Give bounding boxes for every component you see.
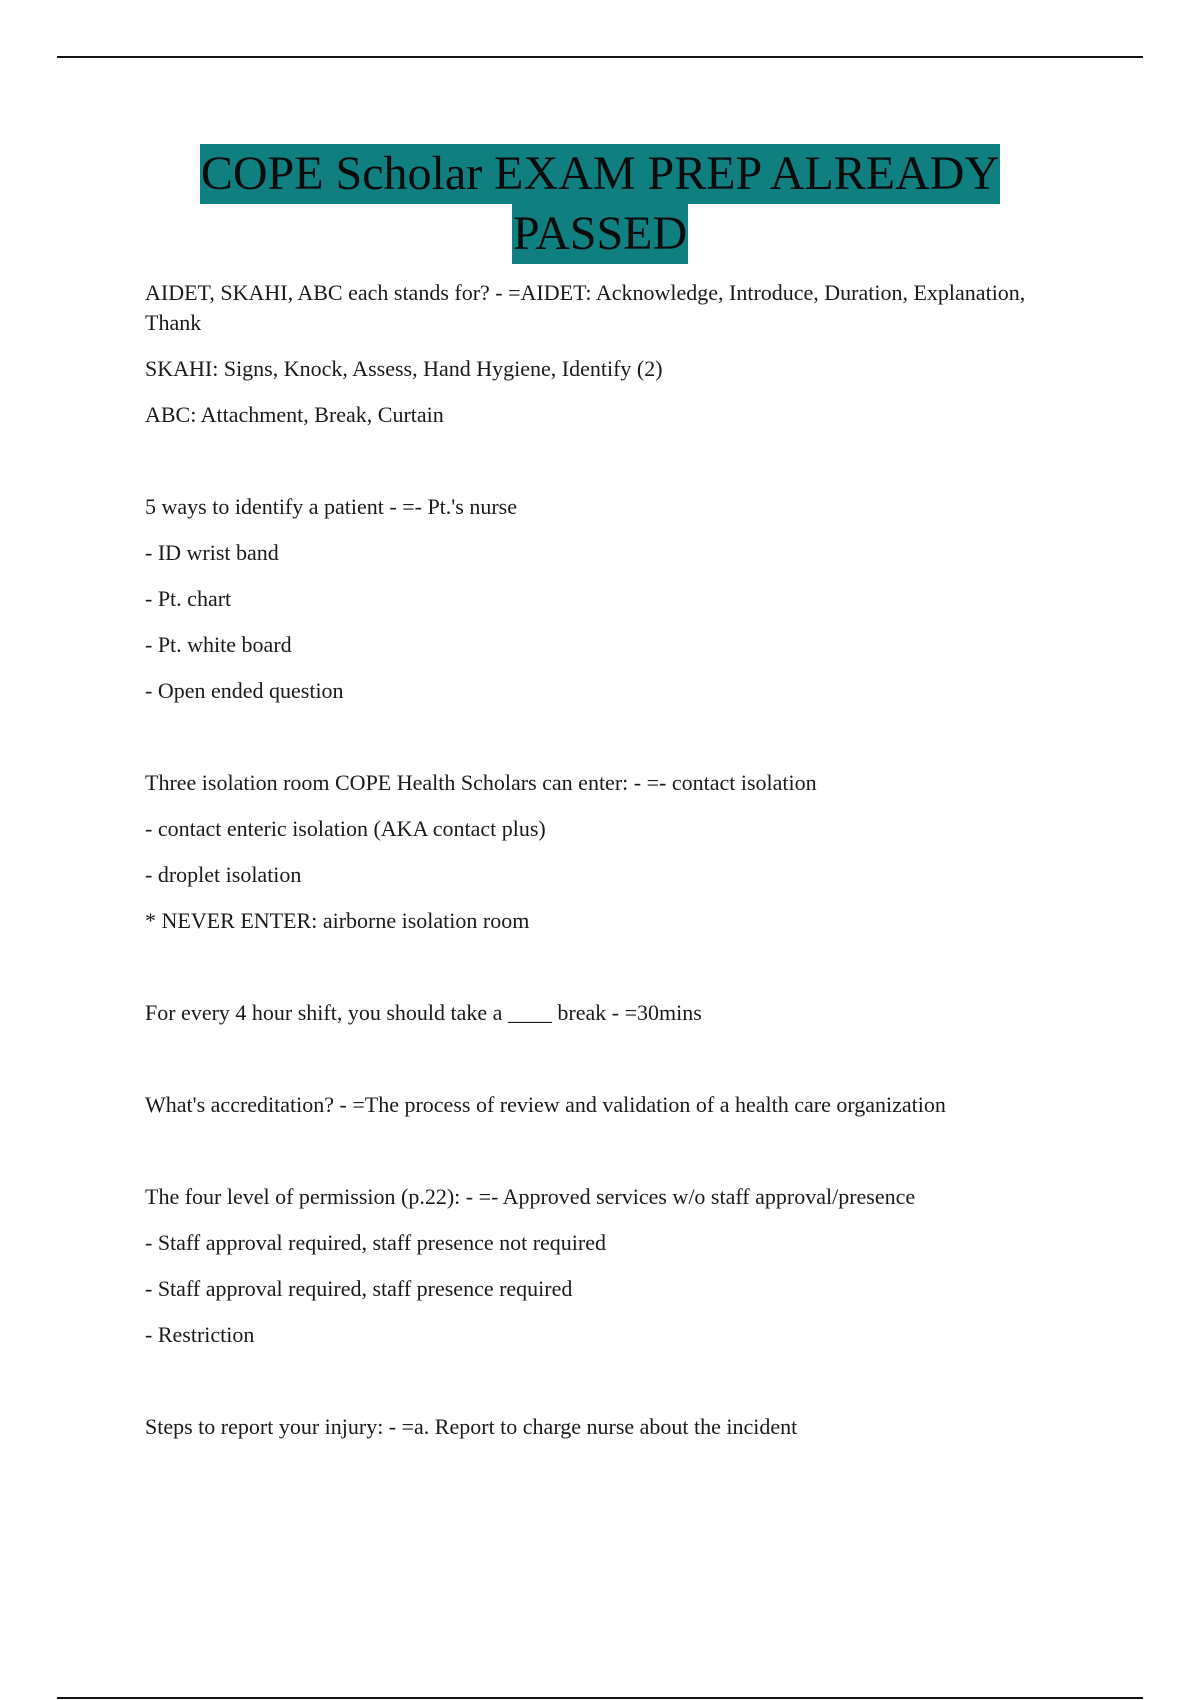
- document-body: [145, 278, 1050, 1458]
- title-line-1: COPE Scholar EXAM PREP ALREADY: [200, 144, 1000, 204]
- paragraph: The four level of permission (p.22): - =- Approved services w/o staff approval/presence: [145, 1184, 916, 1209]
- paragraph: - Staff approval required, staff presence required: [145, 1276, 573, 1301]
- qa-block: [145, 1090, 1050, 1120]
- paragraph: - Pt. chart: [145, 586, 232, 611]
- top-rule: [57, 56, 1143, 58]
- qa-block: [145, 998, 1050, 1028]
- paragraph: - Staff approval required, staff presence not required: [145, 1230, 607, 1255]
- title-line-2: PASSED: [512, 204, 688, 264]
- paragraph: - contact enteric isolation (AKA contact plus): [145, 816, 546, 841]
- paragraph: Steps to report your injury: - =a. Report to charge nurse about the incident: [145, 1414, 798, 1439]
- bottom-rule: [57, 1697, 1143, 1699]
- paragraph: - Pt. white board: [145, 632, 292, 657]
- paragraph: Three isolation room COPE Health Scholars can enter: - =- contact isolation: [145, 770, 817, 795]
- paragraph: What's accreditation? - =The process of review and validation of a health care organization: [145, 1092, 946, 1117]
- paragraph: AIDET, SKAHI, ABC each stands for? - =AIDET: Acknowledge, Introduce, Duration, Explanation, Thank: [145, 280, 1026, 335]
- paragraph: For every 4 hour shift, you should take a ____ break - =30mins: [145, 1000, 702, 1025]
- paragraph: SKAHI: Signs, Knock, Assess, Hand Hygiene, Identify (2): [145, 356, 663, 381]
- paragraph: ABC: Attachment, Break, Curtain: [145, 402, 444, 427]
- paragraph: * NEVER ENTER: airborne isolation room: [145, 908, 530, 933]
- paragraph: - Restriction: [145, 1322, 255, 1347]
- paragraph: 5 ways to identify a patient - =- Pt.'s nurse: [145, 494, 517, 519]
- qa-block: [145, 492, 1050, 706]
- qa-block: [145, 278, 1050, 430]
- paragraph: - Open ended question: [145, 678, 344, 703]
- paragraph: - droplet isolation: [145, 862, 302, 887]
- paragraph: - ID wrist band: [145, 540, 279, 565]
- qa-block: [145, 768, 1050, 936]
- qa-block: [145, 1412, 1050, 1442]
- qa-block: [145, 1182, 1050, 1350]
- document-title: [0, 144, 1200, 264]
